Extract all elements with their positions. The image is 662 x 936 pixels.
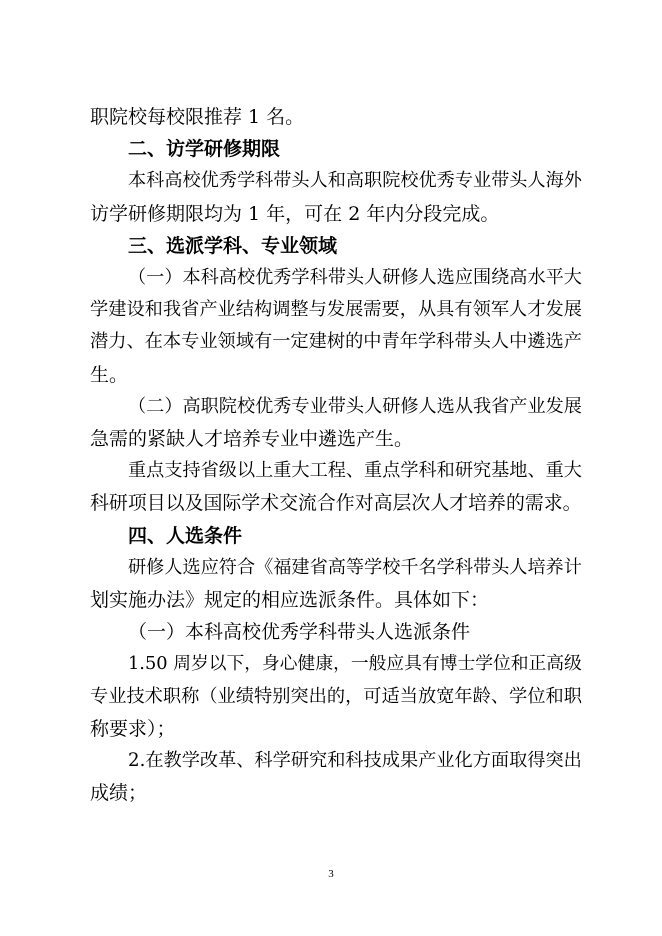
section-heading: 三、选派学科、专业领域 [128,234,338,257]
text-line: 1.50 周岁以下，身心健康，一般应具有博士学位和正高级 [128,653,582,675]
page-number: 3 [328,868,334,880]
text-line: 职院校每校限推荐 1 名。 [90,106,305,128]
text-line: （二）高职院校优秀专业带头人研修人选从我省产业发展 [128,395,582,417]
section-heading: 二、访学研修期限 [128,138,281,161]
text-line: 成绩； [90,782,148,805]
text-line: 2.在教学改革、科学研究和科技成果产业化方面取得突出 [128,750,582,771]
text-line: 潜力、在本专业领域有一定建树的中青年学科带头人中遴选产 [90,331,582,353]
section-heading: 四、人选条件 [128,524,243,547]
text-line: （一）本科高校优秀学科带头人选派条件 [128,621,471,644]
text-line: 重点支持省级以上重大工程、重点学科和研究基地、重大 [128,460,582,482]
text-line: 专业技术职称（业绩特别突出的，可适当放宽年龄、学位和职 [90,685,582,707]
text-line: （一）本科高校优秀学科带头人研修人选应围绕高水平大 [128,267,582,288]
text-line: 划实施办法》规定的相应选派条件。具体如下： [90,589,490,611]
text-line: 访学研修期限均为 1 年，可在 2 年内分段完成。 [90,202,500,225]
text-line: 生。 [90,363,129,386]
text-line: 学建设和我省产业结构调整与发展需要，从具有领军人才发展 [90,299,582,321]
text-line: 本科高校优秀学科带头人和高职院校优秀专业带头人海外 [128,170,582,192]
text-line: 急需的紧缺人才培养专业中遴选产生。 [90,428,414,450]
text-line: 称要求）； [90,717,176,740]
text-line: 科研项目以及国际学术交流合作对高层次人才培养的需求。 [90,492,582,515]
text-line: 研修人选应符合《福建省高等学校千名学科带头人培养计 [128,556,582,578]
